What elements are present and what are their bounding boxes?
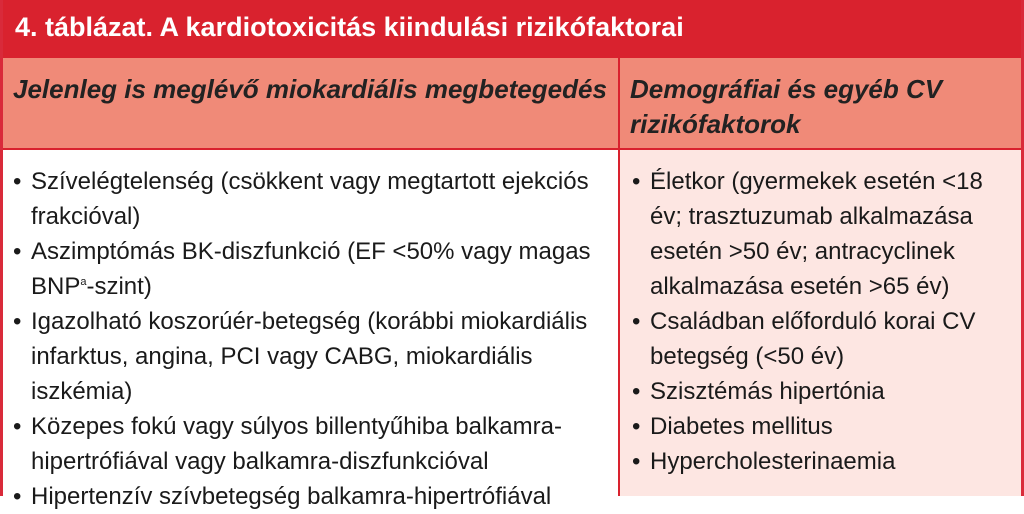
item-text: Diabetes mellitus [650,413,833,440]
bullet: • [13,413,22,440]
list-item [13,164,608,234]
list-item [632,409,1011,444]
item-text: Igazolható koszorúér-betegség (korábbi miokardiális infarktus, angina, PCI vagy CABG, miokardiális iszkémia) [31,308,588,405]
list-item [632,444,1011,479]
bullet: • [632,308,641,335]
footnote-marker: a [80,276,87,288]
body-row [3,150,1021,510]
left-column-header: Jelenleg is meglévő miokardiális megbetegedés [13,74,607,104]
bullet: • [632,413,641,440]
list-item [632,304,1011,374]
left-body-cell [3,150,620,510]
left-header-cell [3,58,620,148]
right-header-cell [620,58,1021,148]
bullet: • [13,308,22,335]
table-title: 4. táblázat. A kardiotoxicitás kiindulási rizikófaktorai [3,0,1021,55]
header-row [3,55,1021,150]
right-list [632,164,1011,479]
item-text: Szívelégtelenség (csökkent vagy megtartott ejekciós frakcióval) [31,168,589,230]
item-text: Családban előforduló korai CV betegség (<50 év) [650,308,976,370]
list-item [13,409,608,479]
item-text: Közepes fokú vagy súlyos billentyűhiba balkamra-hipertrófiával vagy balkamra-diszfunkcióval [31,413,562,475]
bullet: • [13,168,22,195]
bullet: • [13,238,22,265]
item-text-suffix: -szint) [86,273,152,300]
bullet: • [632,168,641,195]
item-text: Életkor (gyermekek esetén <18 év; trasztuzumab alkalmazása esetén >50 év; antracyclinek alkalmazása esetén >65 év) [650,168,983,300]
bullet: • [632,378,641,405]
item-text: Hipertenzív szívbetegség balkamra-hipertrófiával [31,483,552,510]
list-item [13,304,608,409]
right-body-cell [620,150,1021,496]
left-list [13,164,608,514]
list-item [13,479,608,514]
list-item [632,374,1011,409]
right-column-header: Demográfiai és egyéb CV rizikófaktorok [630,74,943,139]
bullet: • [632,448,641,475]
bullet: • [13,483,22,510]
item-text: Szisztémás hipertónia [650,378,885,405]
list-item [632,164,1011,304]
item-text: Aszimptómás BK-diszfunkció (EF <50% vagy magas BNP [31,238,591,300]
list-item [13,234,608,304]
item-text: Hypercholesterinaemia [650,448,896,475]
